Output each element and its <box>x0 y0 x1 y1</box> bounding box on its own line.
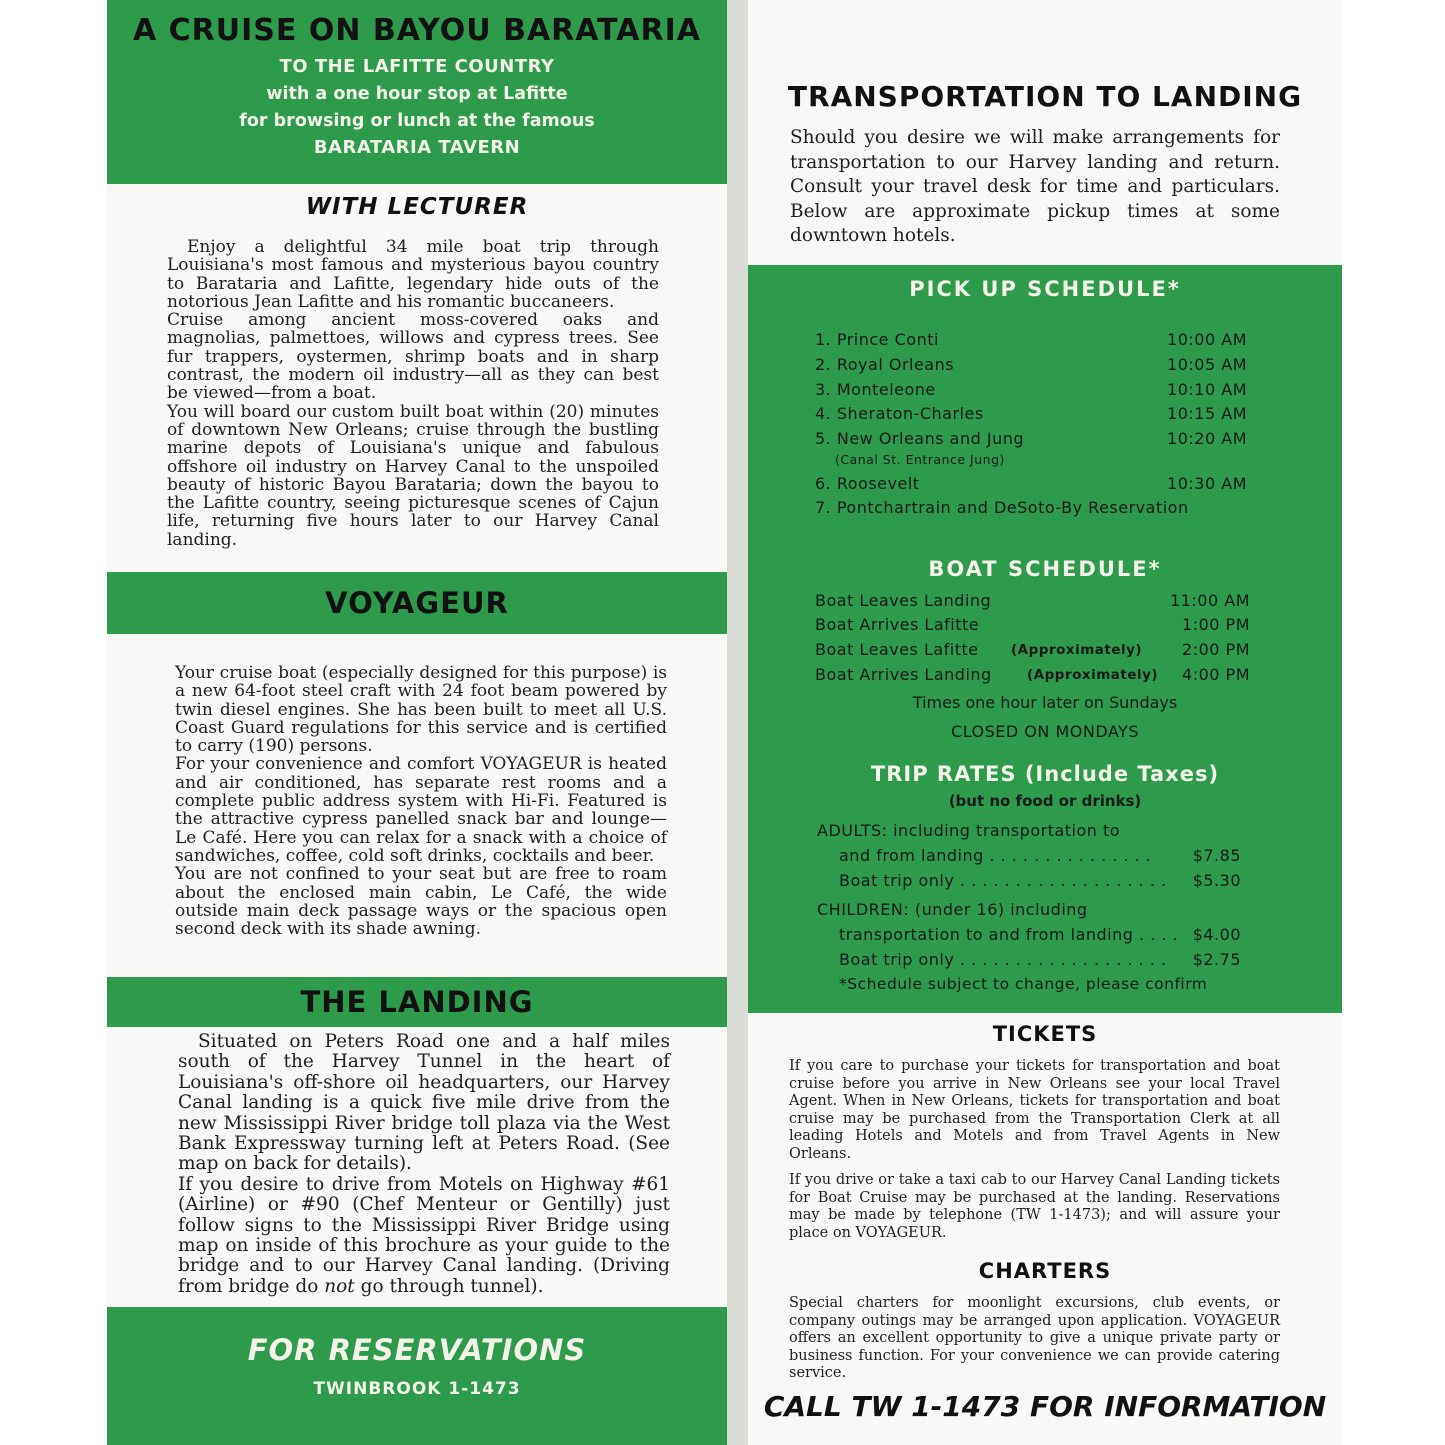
voyageur-paragraph-3: You are not confined to your seat but are free to roam about the enclosed main cabin, Le Café, the wide outside main deck passage ways or the spacious open second deck with its shade awning. <box>175 864 667 940</box>
right-panel <box>748 0 1342 1445</box>
tickets-paragraph-1: If you care to purchase your tickets for transportation and boat cruise before you arrive in New Orleans see your local Travel Agent. When in New Orleans, tickets for transportation and boat cruise may be purchased from the Transportation Clerk at all leading Hotels and Motels and from Travel Agents in New Orleans. <box>789 1058 1280 1162</box>
voyageur-paragraph-1: Your cruise boat (especially designed for this purpose) is a new 64-foot steel craft with 24 foot beam powered by twin diesel engines. She has been built to meet all U.S. Coast Guard regulations for this service and is certified to carry (190) persons. <box>175 663 667 757</box>
rates-list: ADULTS: including transportation to and from landing . . . . . . . . . . . . . . . $7.85 Boat trip only . . . . . . . . . . . . . . . . . . . $5.30 CHILDREN: (under 16) including transportation to and from landing . . . . $4.00 Boat trip only . . . . . . . . . . . . . . . . . . . $2.75 *Schedule subject to change, please confirm <box>817 821 1241 993</box>
header-line-2: with a one hour stop at Lafitte <box>266 84 568 104</box>
lecturer-text <box>167 238 659 549</box>
lecturer-paragraph-2: Cruise among ancient moss-covered oaks and magnolias, palmettoes, willows and cypress trees. See fur trappers, oystermen, shrimp boats and in sharp contrast, the modern oil industry—all as they can best be viewed—from a boat. <box>167 310 659 404</box>
voyageur-text <box>175 664 667 938</box>
transport-heading: TRANSPORTATION TO LANDING <box>787 80 1303 113</box>
lecturer-paragraph-3: You will board our custom built boat within (20) minutes of downtown New Orleans; cruise through the bustling marine depots of Louisiana's unique and fabulous offshore oil industry on Harvey Canal to the unspoiled beauty of historic Bayou Barataria; down the bayou to the Lafitte country, seeing picturesque scenes of Cajun life, returning five hours later to our Harvey Canal landing. <box>167 401 659 550</box>
pickup-heading: PICK UP SCHEDULE* <box>909 277 1181 301</box>
boat-heading: BOAT SCHEDULE* <box>928 557 1162 581</box>
call-info: CALL TW 1-1473 FOR INFORMATION <box>763 1390 1327 1423</box>
page-fold-gutter <box>727 0 748 1445</box>
lecturer-paragraph-1: Enjoy a delightful 34 mile boat trip through Louisiana's most famous and mysterious bayou country to Barataria and Lafitte, legendary hide outs of the notorious Jean Lafitte and his romantic buccaneers. <box>167 237 659 312</box>
transport-text: Should you desire we will make arrangements for transportation to our Harvey landing and return. Consult your travel desk for time and particulars. Below are approximate pickup times at some downtown hotels. <box>790 127 1280 246</box>
voyageur-heading: VOYAGEUR <box>325 586 509 620</box>
sunday-note: Times one hour later on Sundays <box>912 693 1178 712</box>
header-line-3: for browsing or lunch at the famous <box>239 111 595 131</box>
landing-heading: THE LANDING <box>300 985 534 1019</box>
voyageur-banner <box>107 572 727 634</box>
voyageur-paragraph-2: For your convenience and comfort VOYAGEUR is heated and air conditioned, has separate rest rooms and a complete public address system with Hi-Fi. Featured is the attractive cypress panelled snack bar and lounge—Le Café. Here you can relax for a snack with a choice of sandwiches, coffee, cold soft drinks, cocktails and beer. <box>175 754 667 866</box>
pickup-list: 1. Prince Conti 10:00 AM 2. Royal Orleans 10:05 AM 3. Monteleone 10:10 AM 4. Sheraton-Charles 10:15 AM 5. New Orleans and Jung 10:20 AM (Canal St. Entrance Jung) 6. Roosevelt 10:30 AM 7. Pontchartrain and DeSoto-By Reservation <box>815 330 1247 517</box>
landing-text <box>178 1032 670 1297</box>
rates-heading: TRIP RATES (Include Taxes) <box>870 762 1220 786</box>
reservations-phone: TWINBROOK 1-1473 <box>313 1379 521 1399</box>
lecturer-heading: WITH LECTURER <box>305 194 529 220</box>
charters-text: Special charters for moonlight excursions, club events, or company outings may be arranged upon application. VOYAGEUR offers an excellent opportunity to give a unique private party or business function. For your convenience we can provide catering service. <box>789 1295 1280 1381</box>
charters-heading: CHARTERS <box>978 1259 1112 1283</box>
rates-subheading: (but no food or drinks) <box>948 792 1142 810</box>
schedule-box <box>748 265 1342 1013</box>
left-panel <box>107 0 727 1445</box>
reservations-heading: FOR RESERVATIONS <box>247 1333 587 1367</box>
landing-banner <box>107 977 727 1027</box>
header-banner <box>107 0 727 184</box>
landing-paragraph-1: Situated on Peters Road one and a half miles south of the Harvey Tunnel in the heart of Louisiana's off-shore oil headquarters, our Harvey Canal landing is a quick five mile drive from the new Mississippi River bridge toll plaza via the West Bank Expressway turning left at Peters Road. (See map on back for details). <box>178 1031 670 1175</box>
header-line-1: TO THE LAFITTE COUNTRY <box>279 56 555 77</box>
tickets-paragraph-2: If you drive or take a taxi cab to our Harvey Canal Landing tickets for Boat Cruise may be purchased at the landing. Reservations may be made by telephone (TW 1-1473); and will assure your place on VOYAGEUR. <box>789 1172 1280 1241</box>
tickets-text <box>789 1058 1280 1251</box>
tickets-heading: TICKETS <box>992 1022 1098 1046</box>
header-line-4: BARATARIA TAVERN <box>313 137 521 158</box>
landing-paragraph-2: If you desire to drive from Motels on Highway #61 (Airline) or #90 (Chef Menteur or Gentilly) just follow signs to the Mississippi River Bridge using map on inside of this brochure as your guide to the bridge and to our Harvey Canal landing. (Driving from bridge do not go through tunnel). <box>178 1173 670 1297</box>
reservations-banner <box>107 1307 727 1445</box>
cruise-title: A CRUISE ON BAYOU BARATARIA <box>133 13 701 48</box>
closed-note: CLOSED ON MONDAYS <box>951 722 1139 741</box>
boat-schedule-list: Boat Leaves Landing 11:00 AM Boat Arrives Lafitte 1:00 PM Boat Leaves Lafitte (Approximately) 2:00 PM Boat Arrives Landing (Approximately) 4:00 PM <box>815 591 1250 684</box>
